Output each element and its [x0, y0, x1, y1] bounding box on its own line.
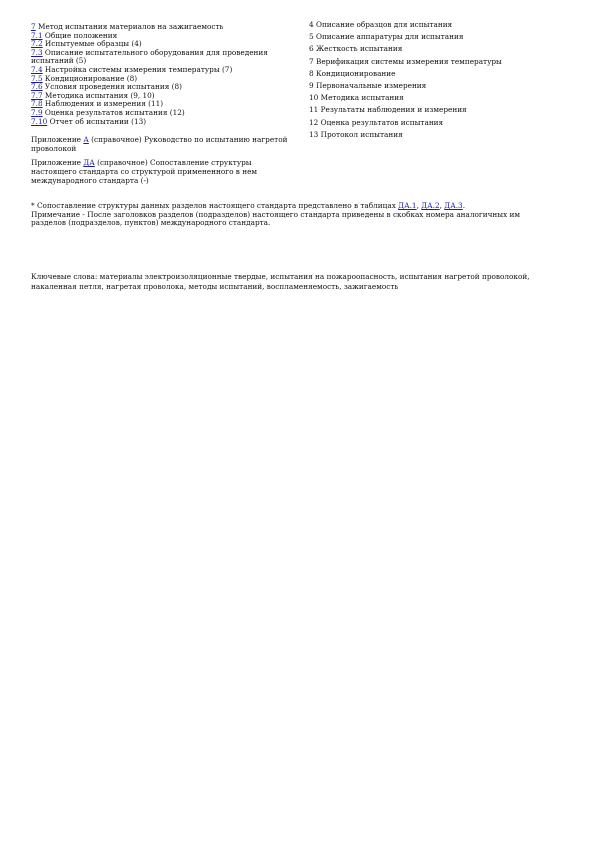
iec-section-8: 8 Кондиционирование: [309, 68, 396, 78]
iec-section-5: 5 Описание аппаратуры для испытания: [309, 32, 464, 42]
toc-link-7-5[interactable]: 7.5: [31, 73, 43, 83]
toc-item-7-3: [31, 49, 293, 66]
toc-link-7-9[interactable]: 7.9: [31, 107, 43, 117]
footnote-separator: ,: [439, 201, 445, 210]
footnote-block: [31, 202, 551, 228]
toc-link-7-7[interactable]: 7.7: [31, 90, 43, 100]
iec-section-7: 7 Верификация системы измерения температуры: [309, 56, 502, 66]
iec-section-4: 4 Описание образцов для испытания: [309, 20, 453, 29]
toc-item-7-10: [31, 118, 293, 127]
toc-link-7-4[interactable]: 7.4: [31, 64, 43, 74]
appendix-prefix: Приложение: [31, 135, 84, 145]
appendix-da: [31, 159, 293, 185]
appendix-da-link[interactable]: ДА: [83, 158, 95, 168]
toc-text: Наблюдения и измерения (11): [42, 99, 164, 109]
toc-text: Оценка результатов испытания (12): [42, 107, 185, 117]
iec-section-10: 10 Методика испытания: [309, 93, 404, 103]
toc-text: Испытуемые образцы (4): [42, 39, 142, 49]
toc-link-7-6[interactable]: 7.6: [31, 82, 43, 92]
toc-link-7-1[interactable]: 7.1: [31, 30, 43, 40]
toc-text: Метод испытания материалов на зажигаемость: [35, 22, 224, 31]
toc-right-column: [309, 21, 549, 143]
toc-text: Описание испытательного оборудования для проведения испытаний (5): [31, 47, 268, 66]
toc-link-7-2[interactable]: 7.2: [31, 39, 43, 49]
appendix-prefix: Приложение: [31, 158, 84, 168]
iec-section-12: 12 Оценка результатов испытания: [309, 117, 444, 127]
table-da2-link[interactable]: ДА.2: [421, 201, 440, 210]
appendix-text: (справочное) Сопоставление структуры настоящего стандарта со структурой примененного в нем международного стандарта (-): [31, 158, 258, 185]
iec-section-13: 13 Протокол испытания: [309, 129, 403, 139]
toc-link-7-8[interactable]: 7.8: [31, 99, 43, 109]
iec-section-9: 9 Первоначальные измерения: [309, 80, 427, 90]
appendix-a-link[interactable]: А: [83, 135, 89, 145]
toc-text: Кондиционирование (8): [42, 73, 138, 83]
toc-link-7-3[interactable]: 7.3: [31, 47, 43, 57]
footnote-separator: ,: [416, 201, 422, 210]
toc-text: Отчет об испытании (13): [47, 116, 147, 126]
toc-text: Условия проведения испытания (8): [42, 82, 183, 92]
appendix-a: [31, 136, 293, 153]
toc-link-7[interactable]: 7: [31, 22, 36, 31]
keywords-paragraph: Ключевые слова: материалы электроизоляционные твердые, испытания на пожароопасность, испытания нагретой проволокой, накаленная петля, нагретая проволока, методы испытаний, воспламеняемость, зажигаемость: [31, 272, 530, 291]
toc-text: Настройка системы измерения температуры (7): [42, 64, 233, 74]
toc-left-column: [31, 23, 293, 185]
toc-text: Общие положения: [42, 30, 118, 40]
table-da1-link[interactable]: ДА.1: [398, 201, 417, 210]
iec-section-6: 6 Жесткость испытания: [309, 44, 403, 54]
table-da3-link[interactable]: ДА.3: [444, 201, 463, 210]
toc-text: Методика испытания (9, 10): [42, 90, 155, 100]
iec-section-11: 11 Результаты наблюдения и измерения: [309, 105, 467, 115]
appendix-text: (справочное) Руководство по испытанию нагретой проволокой: [31, 135, 288, 153]
toc-link-7-10[interactable]: 7.10: [31, 116, 48, 126]
footnote-end: .: [462, 201, 466, 210]
footnote-text: * Сопоставление структуры данных разделов настоящего стандарта представлено в таблицах: [31, 201, 399, 210]
structure-note: Примечание - После заголовков разделов (подразделов) настоящего стандарта приведены в скобках номера аналогичных им разделов (подразделов, пунктов) международного стандарта.: [31, 209, 521, 228]
